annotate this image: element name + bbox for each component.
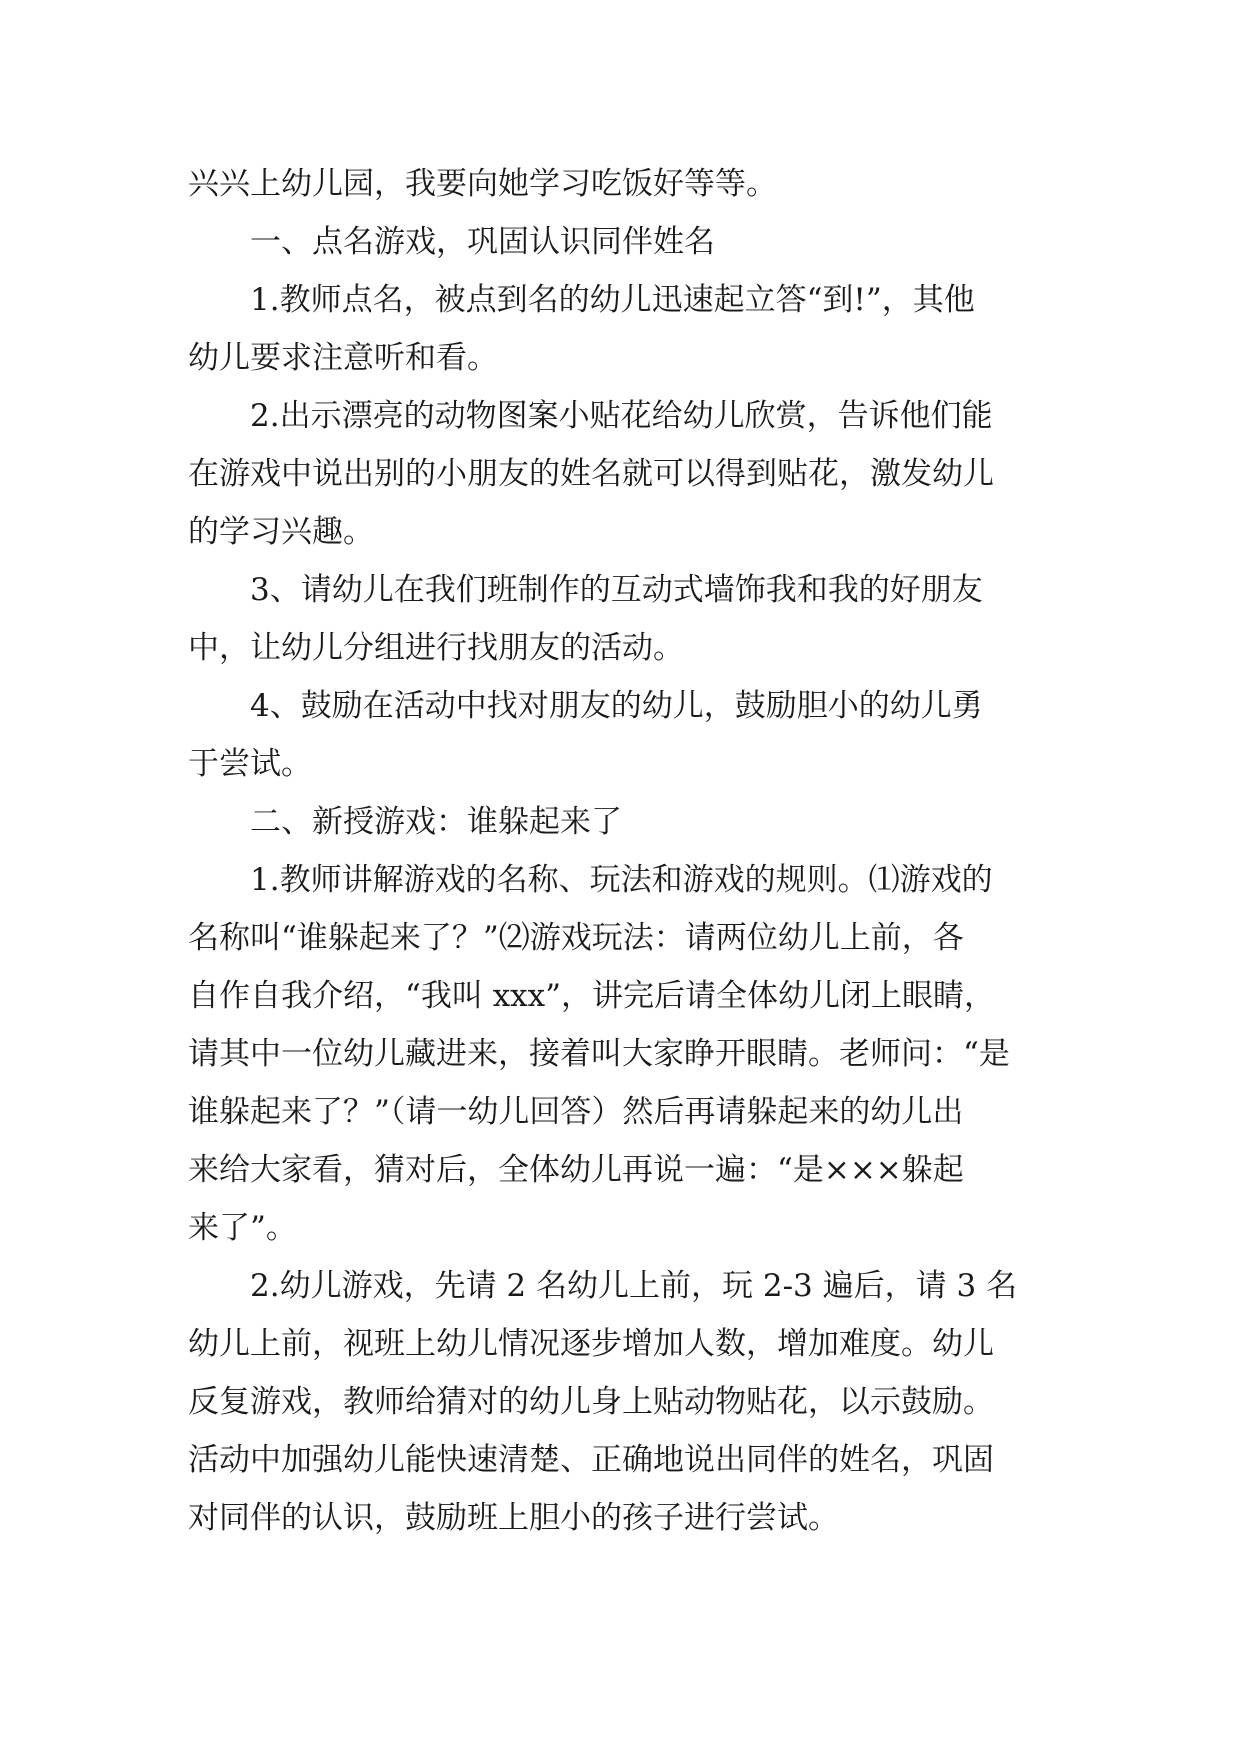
text-line: 幼儿上前，视班上幼儿情况逐步增加人数，增加难度。幼儿 — [188, 1326, 994, 1362]
text-line: 幼儿要求注意听和看。 — [188, 340, 498, 376]
text-line: 于尝试。 — [188, 746, 312, 782]
text-line: 活动中加强幼儿能快速清楚、正确地说出同伴的姓名，巩固 — [188, 1442, 994, 1478]
text-line: 2.出示漂亮的动物图案小贴花给幼儿欣赏，告诉他们能 — [250, 398, 993, 434]
section-heading: 二、新授游戏：谁躲起来了 — [250, 804, 622, 840]
text-line: 1.教师点名，被点到名的幼儿迅速起立答“到!”，其他 — [250, 282, 975, 318]
text-line: 来给大家看，猜对后，全体幼儿再说一遍：“是×××躲起 — [188, 1152, 964, 1188]
text-line: 谁躲起来了？”（请一幼儿回答）然后再请躲起来的幼儿出 — [188, 1094, 964, 1130]
text-line: 在游戏中说出别的小朋友的姓名就可以得到贴花，激发幼儿 — [188, 456, 994, 492]
text-line: 请其中一位幼儿藏进来，接着叫大家睁开眼睛。老师问：“是 — [188, 1036, 1010, 1072]
text-line: 名称叫“谁躲起来了？”⑵游戏玩法：请两位幼儿上前，各 — [188, 920, 964, 956]
text-line: 反复游戏，教师给猜对的幼儿身上贴动物贴花，以示鼓励。 — [188, 1384, 994, 1420]
text-line: 2.幼儿游戏，先请 2 名幼儿上前，玩 2-3 遍后，请 3 名 — [250, 1268, 1018, 1304]
text-line: 3、请幼儿在我们班制作的互动式墙饰我和我的好朋友 — [250, 572, 983, 608]
text-line: 兴兴上幼儿园，我要向她学习吃饭好等等。 — [188, 166, 777, 202]
text-line: 自作自我介绍，“我叫 xxx”，讲完后请全体幼儿闭上眼睛， — [188, 978, 995, 1014]
text-line: 4、鼓励在活动中找对朋友的幼儿，鼓励胆小的幼儿勇 — [250, 688, 983, 724]
text-line: 的学习兴趣。 — [188, 514, 374, 550]
text-line: 对同伴的认识，鼓励班上胆小的孩子进行尝试。 — [188, 1500, 839, 1536]
text-line: 中，让幼儿分组进行找朋友的活动。 — [188, 630, 684, 666]
text-line: 1.教师讲解游戏的名称、玩法和游戏的规则。⑴游戏的 — [250, 862, 993, 898]
section-heading: 一、点名游戏，巩固认识同伴姓名 — [250, 224, 715, 260]
text-line: 来了”。 — [188, 1210, 297, 1246]
